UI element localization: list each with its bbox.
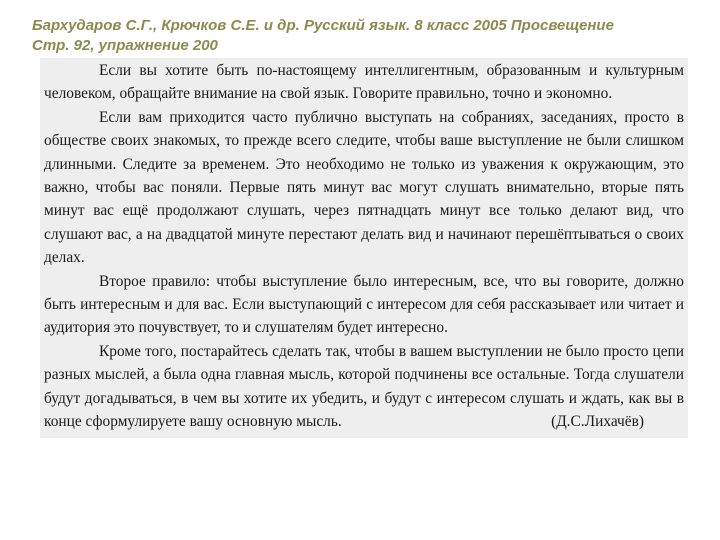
- paragraph-4: [44, 340, 684, 434]
- paragraph-3: Второе правило: чтобы выступление было интересным, все, что вы говорите, должно быть интересным и для вас. Если выступающий с интересом для себя рассказывает или читает и аудитория это почувствует, то и слушателям будет интересно.: [44, 272, 684, 337]
- document-header: [32, 16, 702, 56]
- header-page-line: Стр. 92, упражнение 200: [32, 37, 218, 54]
- paragraph-4-text: Кроме того, постарайтесь сделать так, чтобы в вашем выступлении не было просто цепи разных мыслей, а была одна главная мысль, которой подчинены все остальные. Тогда слушатели будут догадываться, в чем вы хотите их убедить, и будут с интересом слушать и ждать, как вы в конце сформулируете вашу основную мысль.: [44, 342, 684, 431]
- author-signature: (Д.С.Лихачёв): [551, 413, 644, 431]
- paragraph-2: Если вам приходится часто публично выступать на собраниях, заседаниях, просто в обществе своих знакомых, то прежде всего следите, чтобы ваше выступление не были слишком длинными. Следите за временем. Это необходимо не только из уважения к окружающим, это важно, чтобы вас поняли. Первые пять минут вас могут слушать внимательно, вторые пять минут вас ещё продолжают слушать, через пятнадцать минут все только делают вид, что слушают вас, а на двадцатой минуте перестают делать вид и начинают перешёптываться о своих делах.: [44, 108, 684, 267]
- paragraph-1: Если вы хотите быть по-настоящему интеллигентным, образованным и культурным человеком, обращайте внимание на свой язык. Говорите правильно, точно и экономно.: [44, 62, 684, 103]
- exercise-text-block: [40, 58, 688, 438]
- header-source-line: Бархударов С.Г., Крючков С.Е. и др. Русский язык. 8 класс 2005 Просвещение: [32, 17, 614, 34]
